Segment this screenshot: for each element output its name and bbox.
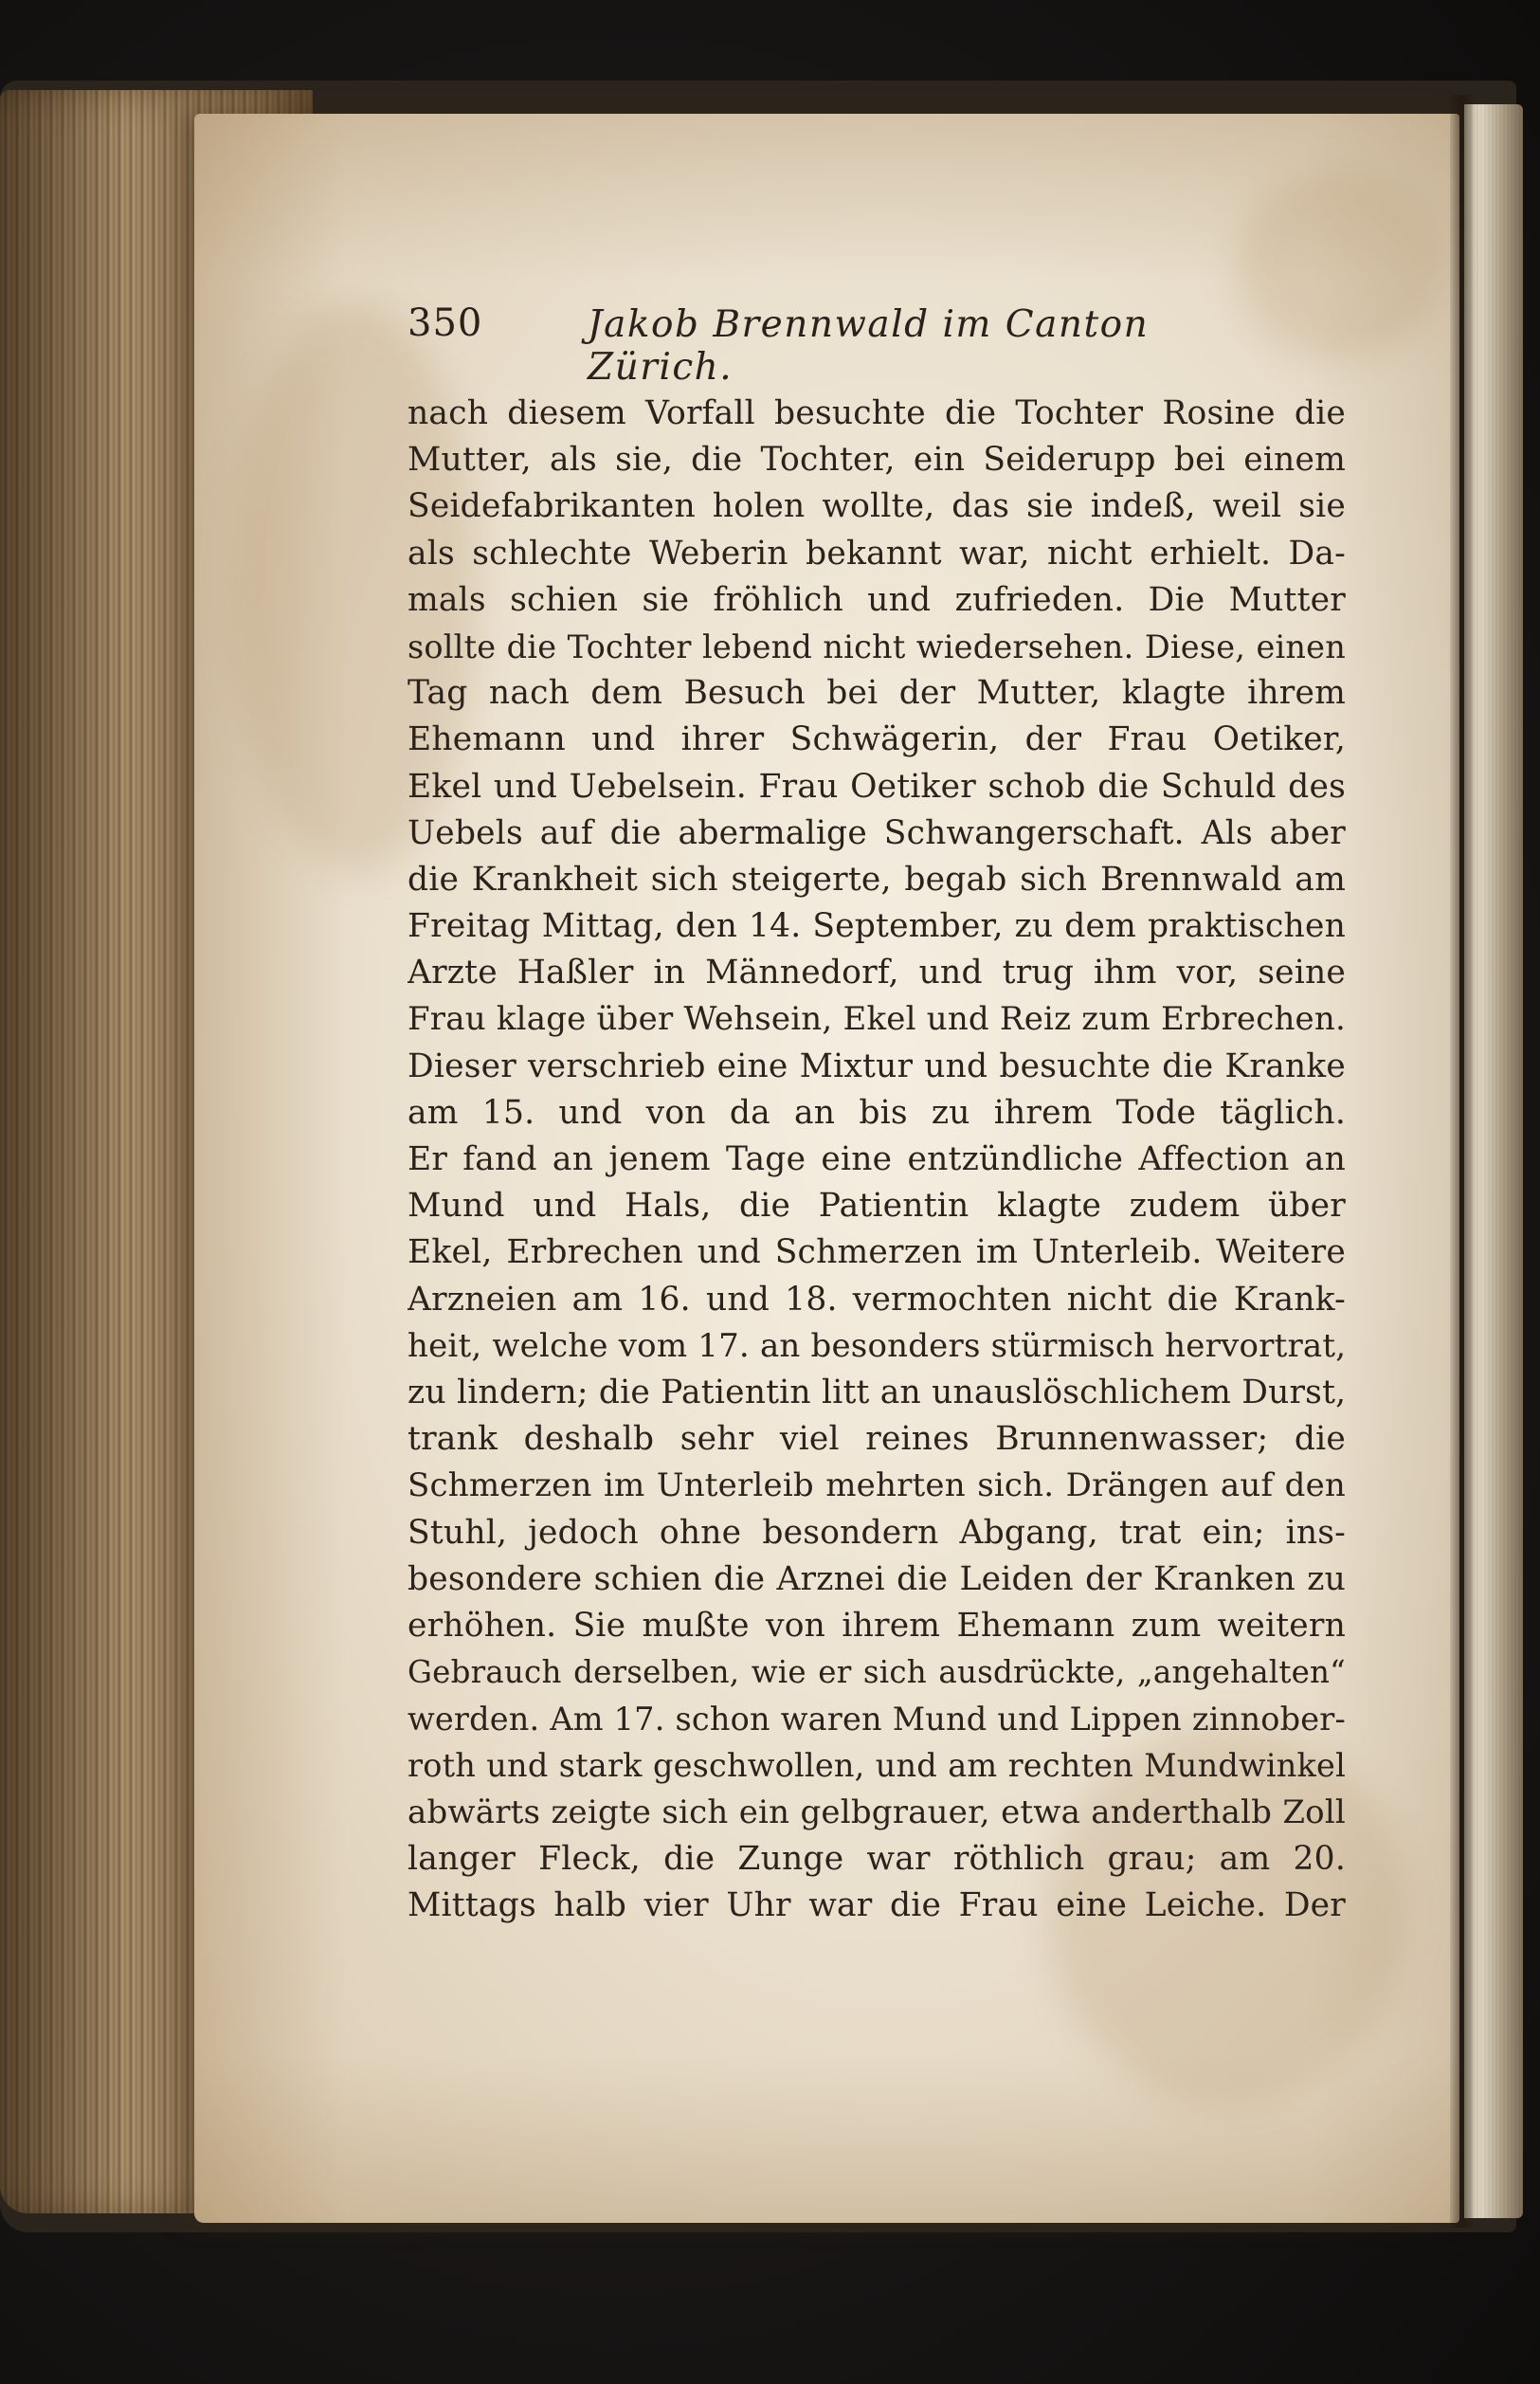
text-line: Arzte Haßler in Männedorf, und trug ihm vor, seine <box>408 954 1346 992</box>
text-line: trank deshalb sehr viel reines Brunnenwasser; die <box>408 1420 1346 1459</box>
text-line: Frau klage über Wehsein, Ekel und Reiz zum Erbrechen. <box>408 1000 1346 1039</box>
text-line: Mund und Hals, die Patientin klagte zudem über <box>408 1187 1346 1226</box>
text-line: besondere schien die Arznei die Leiden der Kranken zu <box>408 1559 1346 1598</box>
text-line: die Krankheit sich steigerte, begab sich Brennwald am <box>408 860 1346 899</box>
text-line: Er fand an jenem Tage eine entzündliche Affection an <box>408 1140 1346 1178</box>
text-line: roth und stark geschwollen, und am rechten Mundwinkel <box>408 1747 1346 1785</box>
text-line: Ekel, Erbrechen und Schmerzen im Unterleib. Weitere <box>408 1233 1346 1272</box>
text-line: sollte die Tochter lebend nicht wiedersehen. Diese, einen <box>408 628 1346 665</box>
text-line: abwärts zeigte sich ein gelbgrauer, etwa anderthalb Zoll <box>408 1793 1346 1831</box>
text-line: werden. Am 17. schon waren Mund und Lippen zinnober- <box>408 1701 1346 1738</box>
text-line: Schmerzen im Unterleib mehrten sich. Drängen auf den <box>408 1466 1346 1505</box>
text-line: Seidefabrikanten holen wollte, das sie indeß, weil sie <box>408 487 1346 526</box>
text-line: nach diesem Vorfall besuchte die Tochter Rosine die <box>408 394 1346 432</box>
running-head: Jakob Brennwald im Canton Zürich. <box>588 303 1150 389</box>
facing-page-edge <box>1464 104 1523 2218</box>
text-line: Uebels auf die abermalige Schwangerschaft. Als aber <box>408 813 1346 852</box>
text-line: Tag nach dem Besuch bei der Mutter, klagte ihrem <box>408 674 1346 713</box>
text-line: langer Fleck, die Zunge war röthlich grau; am 20. <box>408 1839 1346 1878</box>
text-line: Freitag Mittag, den 14. September, zu dem praktischen <box>408 907 1346 946</box>
text-line: Mutter, als sie, die Tochter, ein Seiderupp bei einem <box>408 441 1346 480</box>
text-line: mals schien sie fröhlich und zufrieden. Die Mutter <box>408 580 1346 619</box>
age-stain <box>1237 171 1445 360</box>
text-line: Ehemann und ihrer Schwägerin, der Frau Oetiker, <box>408 720 1346 759</box>
text-line: als schlechte Weberin bekannt war, nicht erhielt. Da- <box>408 534 1346 573</box>
text-line: erhöhen. Sie mußte von ihrem Ehemann zum weitern <box>408 1606 1346 1645</box>
book-gutter <box>1450 95 1473 2228</box>
page-header <box>408 301 1194 389</box>
text-line: heit, welche vom 17. an besonders stürmisch hervortrat, <box>408 1326 1346 1365</box>
text-line: Gebrauch derselben, wie er sich ausdrückte, „angehalten“ <box>408 1654 1346 1691</box>
page-number: 350 <box>408 301 483 345</box>
text-line: Dieser verschrieb eine Mixtur und besuchte die Kranke <box>408 1046 1346 1085</box>
text-line: am 15. und von da an bis zu ihrem Tode täglich. <box>408 1093 1346 1132</box>
text-line: Arzneien am 16. und 18. vermochten nicht die Krank- <box>408 1280 1346 1319</box>
text-line: zu lindern; die Patientin litt an unauslöschlichem Durst, <box>408 1373 1346 1411</box>
text-line: Stuhl, jedoch ohne besondern Abgang, trat ein; ins- <box>408 1513 1346 1552</box>
body-text <box>408 391 1346 1929</box>
text-line: Mittags halb vier Uhr war die Frau eine Leiche. Der <box>408 1886 1346 1924</box>
text-line: Ekel und Uebelsein. Frau Oetiker schob die Schuld des <box>408 767 1346 806</box>
